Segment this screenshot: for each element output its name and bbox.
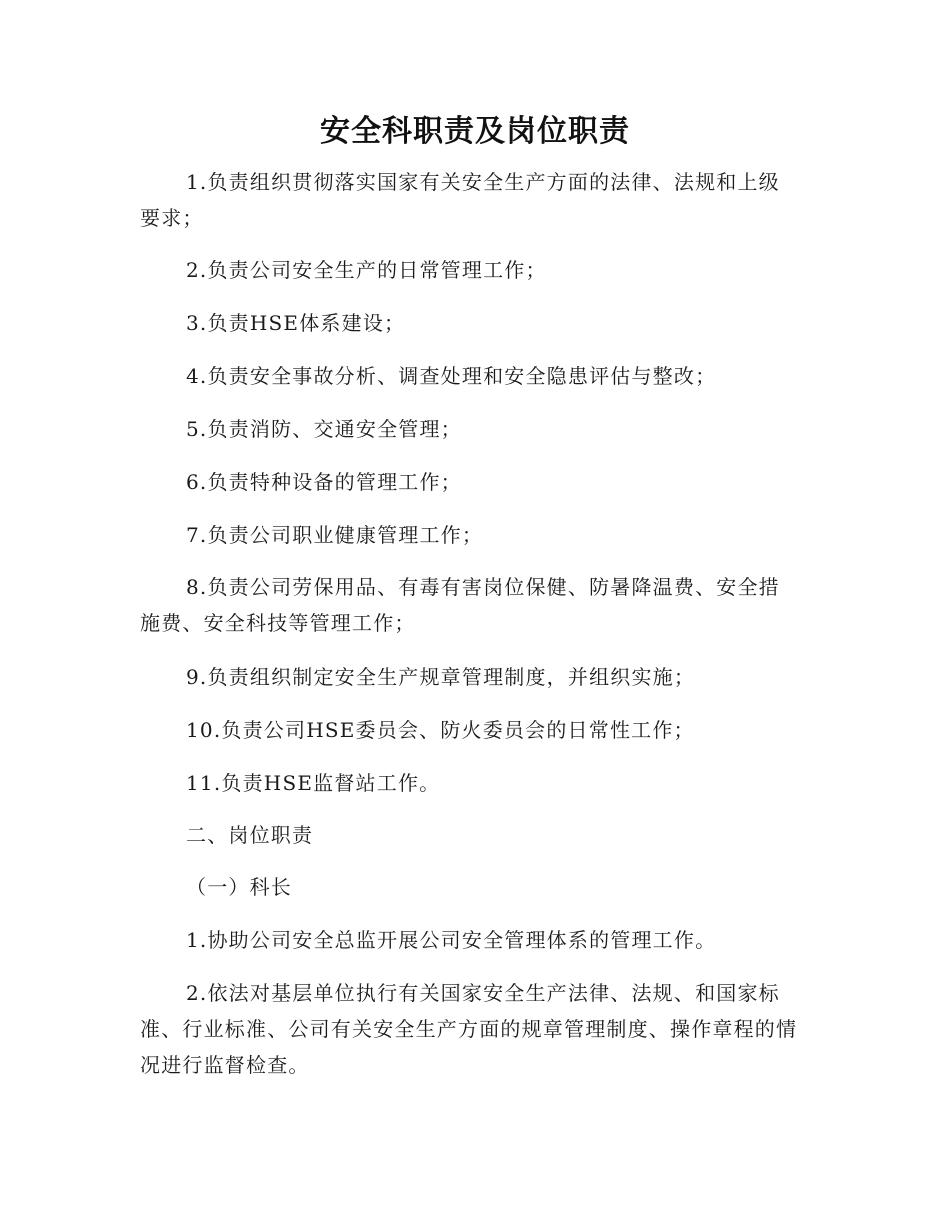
- paragraph-duty-2: 2.负责公司安全生产的日常管理工作；: [186, 258, 547, 282]
- section-heading-post-duties: 二、岗位职责: [186, 823, 314, 847]
- paragraph-duty-7: 7.负责公司职业健康管理工作；: [186, 523, 484, 547]
- paragraph-duty-3: 3.负责HSE体系建设；: [186, 311, 406, 335]
- paragraph-duty-5: 5.负责消防、交通安全管理；: [186, 417, 462, 441]
- paragraph-duty-10: 10.负责公司HSE委员会、防火委员会的日常性工作；: [186, 718, 695, 742]
- paragraph-chief-duty-1: 1.协助公司安全总监开展公司安全管理体系的管理工作。: [186, 928, 717, 952]
- paragraph-duty-1: 1.负责组织贯彻落实国家有关安全生产方面的法律、法规和上级要求；: [140, 170, 780, 230]
- paragraph-duty-9: 9.负责组织制定安全生产规章管理制度，并组织实施；: [186, 665, 696, 689]
- paragraph-duty-8: 8.负责公司劳保用品、有毒有害岗位保健、防暑降温费、安全措施费、安全科技等管理工作；: [140, 575, 780, 635]
- subsection-heading-section-chief: （一）科长: [186, 875, 292, 899]
- paragraph-duty-11: 11.负责HSE监督站工作。: [186, 771, 441, 795]
- paragraph-chief-duty-2: 2.依法对基层单位执行有关国家安全生产法律、法规、和国家标准、行业标准、公司有关安全生产方面的规章管理制度、操作章程的情况进行监督检查。: [140, 981, 798, 1077]
- paragraph-duty-6: 6.负责特种设备的管理工作；: [186, 470, 462, 494]
- document-title: 安全科职责及岗位职责: [320, 114, 630, 149]
- paragraph-duty-4: 4.负责安全事故分析、调查处理和安全隐患评估与整改；: [186, 364, 717, 388]
